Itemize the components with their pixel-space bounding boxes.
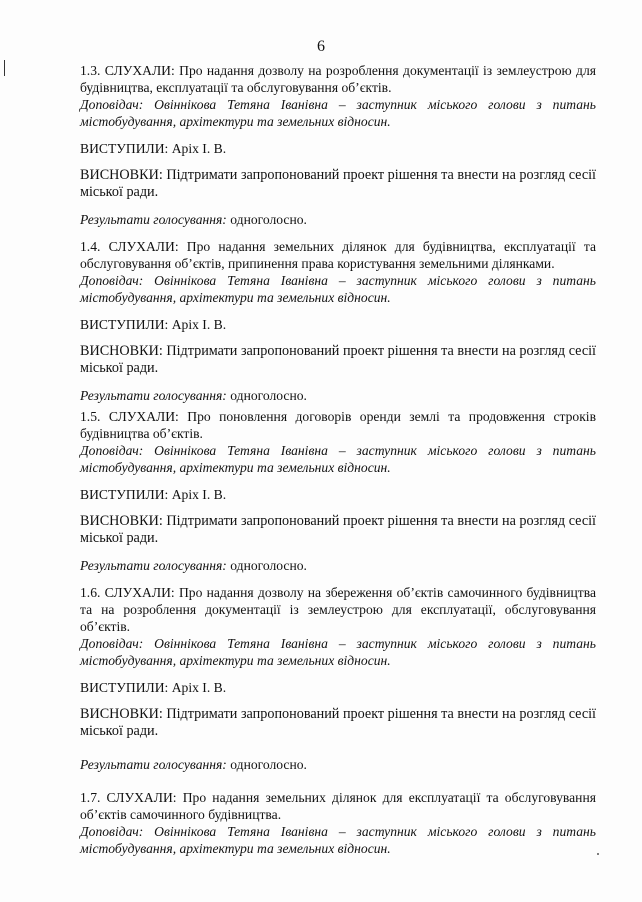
- margin-mark: [4, 60, 5, 76]
- reporter-label: Доповідач:: [80, 273, 144, 288]
- vote-value: одноголосно.: [230, 558, 307, 573]
- reporter-label: Доповідач:: [80, 443, 144, 458]
- conclusion-paragraph: ВИСНОВКИ: Підтримати запропонований проект рішення та внести на розгляд сесії міської ради.: [80, 706, 596, 739]
- agenda-item-1-5: [80, 408, 596, 574]
- reporter-text: Овіннікова Тетяна Іванівна – заступник міського голови з питань містобудування, архітектури та земельних відносин.: [80, 97, 596, 129]
- heard-paragraph: [80, 789, 596, 823]
- heard-paragraph: [80, 408, 596, 442]
- item-number: 1.4.: [80, 239, 101, 254]
- spoke-paragraph: ВИСТУПИЛИ: Аріх І. В.: [80, 317, 227, 332]
- page-number: 6: [317, 38, 325, 55]
- item-number: 1.7.: [80, 790, 101, 805]
- reporter-paragraph: [80, 272, 596, 306]
- heard-label: СЛУХАЛИ:: [108, 239, 179, 254]
- heard-text: Про поновлення договорів оренди землі та продовження строків будівництва об’єктів.: [80, 409, 597, 441]
- heard-paragraph: [80, 62, 596, 96]
- vote-label: Результати голосування:: [80, 212, 227, 227]
- heard-label: СЛУХАЛИ:: [108, 409, 179, 424]
- agenda-item-1-3: [80, 62, 596, 228]
- vote-value: одноголосно.: [230, 757, 307, 772]
- item-number: 1.6.: [80, 585, 101, 600]
- item-number: 1.3.: [80, 63, 101, 78]
- reporter-paragraph: [80, 96, 596, 130]
- spoke-paragraph: ВИСТУПИЛИ: Аріх І. В.: [80, 680, 227, 695]
- conclusion-paragraph: ВИСНОВКИ: Підтримати запропонований проект рішення та внести на розгляд сесії міської ради.: [80, 167, 596, 200]
- heard-label: СЛУХАЛИ:: [104, 585, 175, 600]
- vote-paragraph: [80, 387, 596, 404]
- heard-text: Про надання земельних ділянок для будівництва, експлуатації та обслуговування об’єктів, припинення права користування земельними ділянками.: [80, 239, 596, 271]
- vote-label: Результати голосування:: [80, 388, 227, 403]
- spoke-paragraph: ВИСТУПИЛИ: Аріх І. В.: [80, 141, 227, 156]
- conclusion-paragraph: ВИСНОВКИ: Підтримати запропонований проект рішення та внести на розгляд сесії міської ради.: [80, 343, 596, 376]
- vote-value: одноголосно.: [230, 388, 307, 403]
- reporter-label: Доповідач:: [80, 824, 144, 839]
- heard-paragraph: [80, 238, 596, 272]
- reporter-text: Овіннікова Тетяна Іванівна – заступник міського голови з питань містобудування, архітектури та земельних відносин.: [80, 824, 596, 856]
- heard-text: Про надання дозволу на розроблення документації із землеустрою для будівництва, експлуатації та обслуговування об’єктів.: [80, 63, 596, 95]
- vote-paragraph: [80, 211, 596, 228]
- agenda-item-1-4: [80, 238, 596, 404]
- reporter-paragraph: [80, 635, 596, 669]
- agenda-item-1-7: [80, 789, 596, 857]
- reporter-label: Доповідач:: [80, 636, 144, 651]
- reporter-label: Доповідач:: [80, 97, 144, 112]
- reporter-paragraph: [80, 823, 596, 857]
- conclusion-paragraph: ВИСНОВКИ: Підтримати запропонований проект рішення та внести на розгляд сесії міської ради.: [80, 513, 596, 546]
- scan-speck: [597, 853, 599, 855]
- reporter-paragraph: [80, 442, 596, 476]
- vote-paragraph: [80, 557, 596, 574]
- heard-text: Про надання земельних ділянок для експлуатації та обслуговування об’єктів самочинного будівництва.: [80, 790, 596, 822]
- agenda-item-1-6: [80, 584, 596, 773]
- reporter-text: Овіннікова Тетяна Іванівна – заступник міського голови з питань містобудування, архітектури та земельних відносин.: [80, 273, 596, 305]
- item-number: 1.5.: [80, 409, 101, 424]
- heard-text: Про надання дозволу на збереження об’єктів самочинного будівництва та на розроблення документації із землеустрою для експлуатації, обслуговування об’єктів.: [80, 585, 597, 634]
- heard-paragraph: [80, 584, 596, 635]
- vote-paragraph: [80, 756, 596, 773]
- minutes-body: [80, 62, 596, 857]
- heard-label: СЛУХАЛИ:: [104, 63, 175, 78]
- vote-value: одноголосно.: [230, 212, 307, 227]
- reporter-text: Овіннікова Тетяна Іванівна – заступник міського голови з питань містобудування, архітектури та земельних відносин.: [80, 636, 596, 668]
- reporter-text: Овіннікова Тетяна Іванівна – заступник міського голови з питань містобудування, архітектури та земельних відносин.: [80, 443, 596, 475]
- vote-label: Результати голосування:: [80, 757, 227, 772]
- spoke-paragraph: ВИСТУПИЛИ: Аріх І. В.: [80, 487, 227, 502]
- heard-label: СЛУХАЛИ:: [106, 790, 177, 805]
- vote-label: Результати голосування:: [80, 558, 227, 573]
